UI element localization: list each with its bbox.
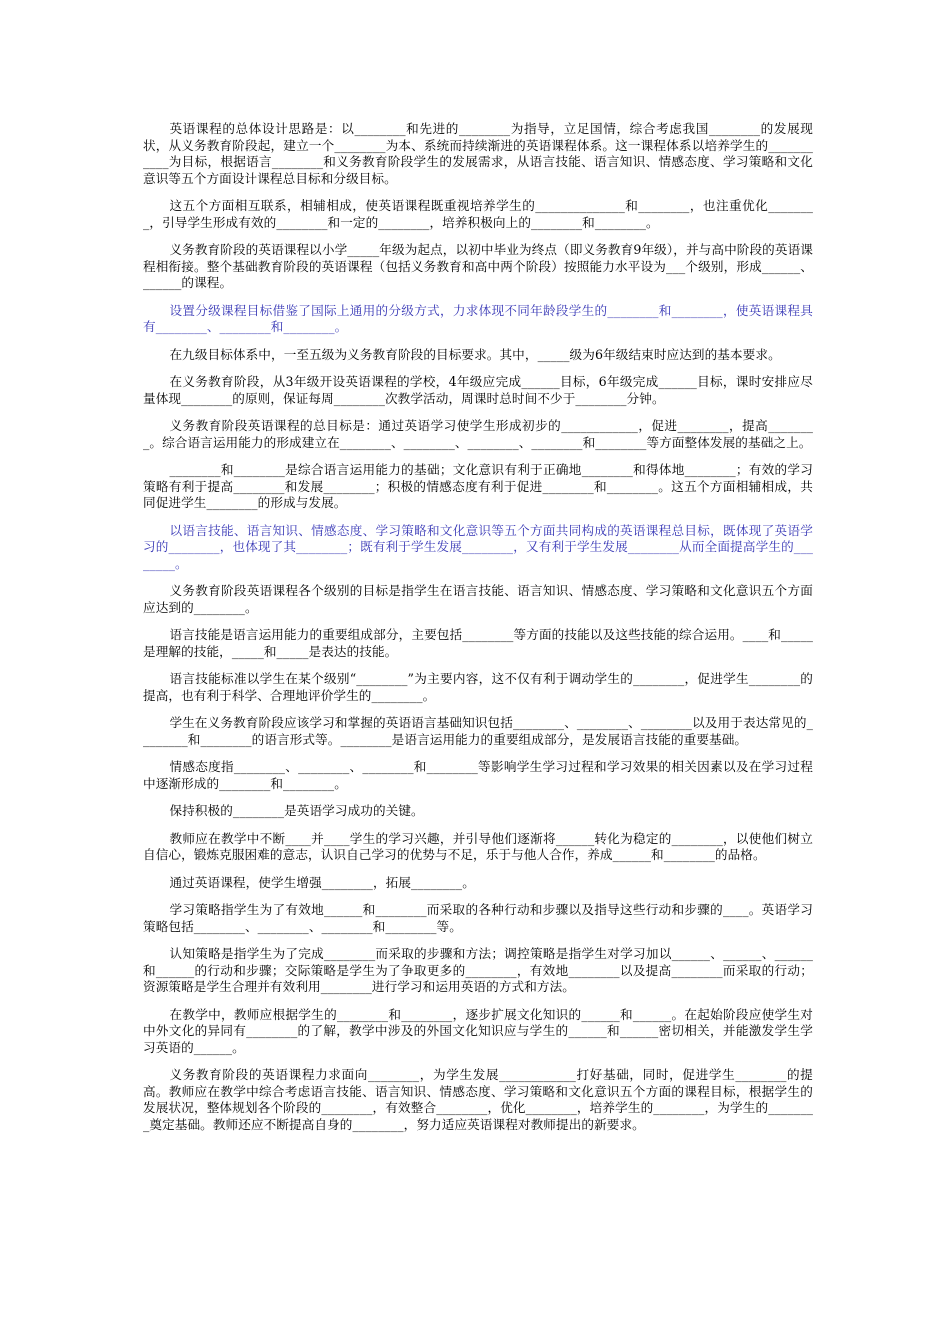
paragraph-15: 保持积极的________是英语学习成功的关键。 — [169, 803, 424, 818]
paragraph-7: 义务教育阶段英语课程的总目标是：通过英语学习使学生形成初步的____________，促进________，提高________。综合语言运用能力的形成建立在________、________、________、________和________等方面整体发展的基础之上。 — [143, 418, 813, 450]
paragraph-18: 学习策略指学生为了有效地______和________而采取的各种行动和步骤以及指导这些行动和步骤的____。英语学习策略包括________、________、________和________等。 — [143, 902, 813, 934]
paragraph-14: 情感态度指________、________、________和________等影响学生学习过程和学习效果的相关因素以及在学习过程中逐渐形成的________和________。 — [143, 759, 813, 791]
paragraph-6: 在义务教育阶段，从3年级开设英语课程的学校，4年级应完成______目标，6年级完成______目标，课时安排应尽量体现________的原则，保证每周________次教学活动，周课时总时间不少于________分钟。 — [143, 374, 813, 406]
paragraph-1: 英语课程的总体设计思路是：以________和先进的________为指导，立足国情，综合考虑我国________的发展现状，从义务教育阶段起，建立一个________为本、系统而持续渐进的英语课程体系。这一课程体系以培养学生的___________为目标，根据语言________和义务教育阶段学生的发展需求，从语言技能、语言知识、情感态度、学习策略和文化意识等五个方面设计课程总目标和分级目标。 — [143, 121, 813, 186]
paragraph-9: 以语言技能、语言知识、情感态度、学习策略和文化意识等五个方面共同构成的英语课程总目标，既体现了英语学习的________，也体现了其________；既有利于学生发展________，又有利于学生发展________从而全面提高学生的________。 — [143, 522, 813, 571]
document-page — [143, 121, 813, 1144]
paragraph-19: 认知策略是指学生为了完成________而采取的步骤和方法；调控策略是指学生对学习加以______、______、______和______的行动和步骤；交际策略是学生为了争取更多的________，有效地________以及提高________而采取的行动；资源策略是学生合理并有效利用________进行学习和运用英语的方式和方法。 — [143, 946, 813, 994]
paragraph-2: 这五个方面相互联系，相辅相成，使英语课程既重视培养学生的______________和________，也注重优化________，引导学生形成有效的________和一定的________，培养积极向上的________和________。 — [143, 198, 813, 230]
paragraph-17: 通过英语课程，使学生增强________，拓展________。 — [169, 874, 475, 890]
paragraph-10: 义务教育阶段英语课程各个级别的目标是指学生在语言技能、语言知识、情感态度、学习策略和文化意识五个方面应达到的________。 — [143, 583, 813, 615]
paragraph-8: ________和________是综合语言运用能力的基础；文化意识有利于正确地________和得体地________；有效的学习策略有利于提高________和发展________；积极的情感态度有利于促进________和________。这五个方面相辅相成，共同促进学生________的形成与发展。 — [143, 462, 813, 510]
paragraph-21: 义务教育阶段的英语课程力求面向________，为学生发展____________打好基础，同时，促进学生________的提高。教师应在教学中综合考虑语言技能、语言知识、情感态度、学习策略和文化意识五个方面的课程目标，根据学生的发展状况，整体规划各个阶段的________，有效整合________，优化________，培养学生的________，为学生的________奠定基础。教师还应不断提高自身的________，努力适应英语课程对教师提出的新要求。 — [143, 1067, 813, 1132]
paragraph-3: 义务教育阶段的英语课程以小学_____年级为起点，以初中毕业为终点（即义务教育9年级），并与高中阶段的英语课程相衔接。整个基础教育阶段的英语课程（包括义务教育和高中两个阶段）按照能力水平设为___个级别，形成______、______的课程。 — [143, 242, 813, 290]
paragraph-16: 教师应在教学中不断____并____学生的学习兴趣，并引导他们逐渐将______转化为稳定的________，以使他们树立自信心，锻炼克服困难的意志，认识自己学习的优势与不足，乐于与他人合作，养成______和________的品格。 — [143, 830, 813, 862]
paragraph-13: 学生在义务教育阶段应该学习和掌握的英语语言基础知识包括________、________、________以及用于表达常见的________和________的语言形式等。________是语言运用能力的重要组成部分，是发展语言技能的重要基础。 — [143, 715, 813, 747]
paragraph-5: 在九级目标体系中，一至五级为义务教育阶段的目标要求。其中，_____级为6年级结束时应达到的基本要求。 — [169, 346, 781, 362]
paragraph-11: 语言技能是语言运用能力的重要组成部分，主要包括________等方面的技能以及这些技能的综合运用。____和_____是理解的技能，_____和_____是表达的技能。 — [143, 627, 813, 659]
paragraph-20: 在教学中，教师应根据学生的________和________，逐步扩展文化知识的______和______。在起始阶段应使学生对中外文化的异同有________的了解，教学中涉及的外国文化知识应与学生的______和______密切相关，并能激发学生学习英语的______。 — [143, 1006, 813, 1055]
paragraph-12: 语言技能标准以学生在某个级别“________”为主要内容，这不仅有利于调动学生的________，促进学生________的提高，也有利于科学、合理地评价学生的________。 — [143, 671, 813, 703]
paragraph-4: 设置分级课程目标借鉴了国际上通用的分级方式，力求体现不同年龄段学生的________和________，使英语课程具有________、________和________。 — [143, 302, 813, 334]
